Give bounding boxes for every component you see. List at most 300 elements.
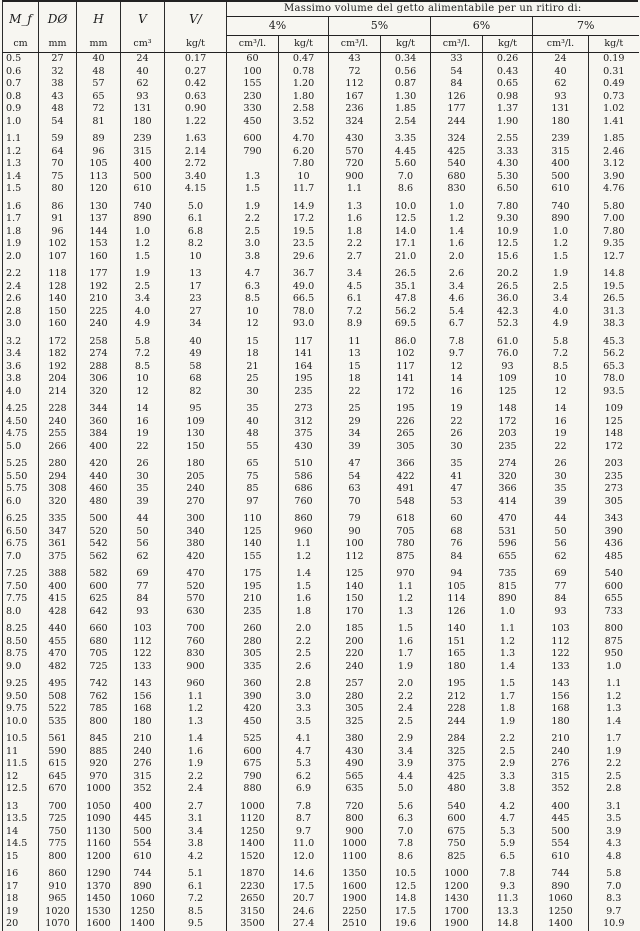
table-cell: 62 [533, 78, 589, 91]
table-cell: 7.8 [483, 863, 533, 881]
table-cell: 168 [533, 703, 589, 716]
table-cell: 2.9 [381, 728, 431, 746]
table-cell: 1.1 [483, 618, 533, 636]
table-row [3, 428, 639, 441]
col-symbol-volume: V [121, 2, 165, 36]
table-cell: 6.3 [381, 813, 431, 826]
table-cell: 970 [381, 563, 431, 581]
table-cell: 5.4 [431, 306, 483, 319]
table-cell: 40 [165, 331, 227, 349]
table-cell: 320 [77, 386, 121, 399]
table-cell: 93 [121, 91, 165, 104]
table-cell: 58 [165, 361, 227, 374]
table-row [3, 91, 639, 104]
table-cell: 343 [589, 508, 639, 526]
table-row [3, 851, 639, 864]
table-cell: 10 [279, 171, 329, 184]
table-cell: 3150 [227, 906, 279, 919]
table-cell: 4.76 [589, 183, 639, 196]
table-cell: 25 [227, 373, 279, 386]
table-cell: 630 [165, 606, 227, 619]
table-cell: 172 [483, 416, 533, 429]
table-cell: 3.3 [483, 771, 533, 784]
table-cell: 19.6 [381, 918, 431, 931]
table-cell: 7.80 [483, 196, 533, 214]
table-cell: 10.9 [589, 918, 639, 931]
table-cell: 1.7 [589, 728, 639, 746]
table-cell: 276 [533, 758, 589, 771]
table-cell: 210 [77, 293, 121, 306]
table-cell: 2250 [329, 906, 381, 919]
table-cell: 430 [279, 441, 329, 454]
table-cell: 565 [329, 771, 381, 784]
table-cell: 600 [227, 128, 279, 146]
table-cell: 192 [39, 361, 77, 374]
table-cell: 112 [329, 78, 381, 91]
table-cell: 79 [329, 508, 381, 526]
table-cell: 305 [589, 496, 639, 509]
table-cell: 180 [121, 716, 165, 729]
table-cell: 62 [533, 551, 589, 564]
table-cell: 12.0 [279, 851, 329, 864]
table-cell: 1020 [39, 906, 77, 919]
table-cell: 93.5 [589, 386, 639, 399]
table-cell: 780 [381, 538, 431, 551]
table-cell: 114 [431, 593, 483, 606]
sub-unit: cm³/l. [329, 36, 381, 53]
table-cell: 12 [431, 361, 483, 374]
table-cell: 143 [121, 673, 165, 691]
table-cell: 4.0 [533, 306, 589, 319]
table-cell: 10 [533, 373, 589, 386]
table-row [3, 703, 639, 716]
table-cell: 143 [533, 673, 589, 691]
table-cell: 14 [431, 373, 483, 386]
table-cell: 75 [227, 471, 279, 484]
table-cell: 35 [533, 483, 589, 496]
table-cell: 2.5 [381, 716, 431, 729]
table-cell: 1.85 [589, 128, 639, 146]
table-cell: 40 [533, 66, 589, 79]
table-cell: 172 [39, 331, 77, 349]
table-cell: 22 [431, 416, 483, 429]
table-cell: 6.0 [3, 496, 39, 509]
table-cell: 42.3 [483, 306, 533, 319]
table-cell: 596 [483, 538, 533, 551]
table-cell: 1.3 [381, 606, 431, 619]
table-row [3, 881, 639, 894]
table-cell: 4.7 [483, 813, 533, 826]
table-cell: 1.9 [381, 661, 431, 674]
table-cell: 720 [329, 158, 381, 171]
table-cell: 4.9 [533, 318, 589, 331]
table-cell: 720 [329, 796, 381, 814]
table-cell: 7.00 [589, 213, 639, 226]
table-cell: 26 [121, 453, 165, 471]
table-cell: 27 [165, 306, 227, 319]
table-cell: 1.9 [3, 238, 39, 251]
table-cell: 11.7 [279, 183, 329, 196]
table-cell: 430 [329, 128, 381, 146]
table-cell: 1120 [227, 813, 279, 826]
table-cell: 675 [227, 758, 279, 771]
table-cell: 910 [39, 881, 77, 894]
table-row [3, 551, 639, 564]
table-cell: 1000 [329, 838, 381, 851]
table-cell: 56.2 [381, 306, 431, 319]
table-cell: 9.7 [431, 348, 483, 361]
table-cell: 970 [77, 771, 121, 784]
table-cell: 1.2 [3, 146, 39, 159]
table-cell: 24 [533, 53, 589, 66]
table-cell: 2.5 [483, 746, 533, 759]
table-cell: 118 [39, 263, 77, 281]
table-cell: 84 [431, 551, 483, 564]
sub-unit: kg/t [589, 36, 639, 53]
table-cell: 12 [121, 386, 165, 399]
table-row [3, 526, 639, 539]
table-cell: 30 [431, 441, 483, 454]
table-cell: 167 [329, 91, 381, 104]
table-cell: 800 [77, 716, 121, 729]
table-cell: 10 [227, 306, 279, 319]
table-cell: 2.2 [483, 728, 533, 746]
table-cell: 72 [77, 103, 121, 116]
table-cell: 625 [77, 593, 121, 606]
table-cell: 1.9 [533, 263, 589, 281]
table-cell: 180 [533, 116, 589, 129]
table-cell: 6.8 [165, 226, 227, 239]
table-cell: 86.0 [381, 331, 431, 349]
table-cell: 1.1 [329, 183, 381, 196]
table-cell: 2230 [227, 881, 279, 894]
table-cell: 9.0 [3, 661, 39, 674]
table-row [3, 691, 639, 704]
table-cell: 548 [381, 496, 431, 509]
table-cell: 212 [431, 691, 483, 704]
table-cell: 2.14 [165, 146, 227, 159]
table-cell: 7.2 [533, 348, 589, 361]
table-cell: 1200 [431, 881, 483, 894]
table-cell: 610 [533, 183, 589, 196]
table-cell: 84 [121, 593, 165, 606]
table-cell: 284 [431, 728, 483, 746]
table-row [3, 918, 639, 931]
table-cell: 109 [589, 398, 639, 416]
table-cell: 750 [39, 826, 77, 839]
table-cell: 875 [381, 551, 431, 564]
table-cell: 3.4 [431, 281, 483, 294]
table-cell: 880 [227, 783, 279, 796]
table-cell: 94 [431, 563, 483, 581]
table-cell: 500 [121, 171, 165, 184]
table-cell: 3.2 [3, 331, 39, 349]
table-cell: 18 [3, 893, 39, 906]
table-cell: 273 [589, 483, 639, 496]
table-cell: 2.46 [589, 146, 639, 159]
table-cell: 1.7 [483, 691, 533, 704]
table-cell: 148 [589, 428, 639, 441]
table-cell: 6.1 [165, 881, 227, 894]
table-cell: 554 [533, 838, 589, 851]
table-cell: 2.0 [431, 251, 483, 264]
table-cell: 1.2 [381, 593, 431, 606]
table-cell: 2.0 [3, 251, 39, 264]
table-cell: 19 [121, 428, 165, 441]
table-row [3, 783, 639, 796]
table-cell: 110 [227, 508, 279, 526]
table-row [3, 213, 639, 226]
table-cell: 53 [431, 496, 483, 509]
table-cell: 30 [227, 386, 279, 399]
table-cell: 790 [227, 146, 279, 159]
table-cell: 725 [77, 661, 121, 674]
table-cell: 400 [121, 796, 165, 814]
table-cell: 266 [39, 441, 77, 454]
table-cell: 225 [77, 306, 121, 319]
table-cell: 670 [39, 783, 77, 796]
table-cell: 226 [381, 416, 431, 429]
table-cell: 172 [589, 441, 639, 454]
table-row [3, 771, 639, 784]
table-cell: 76.0 [483, 348, 533, 361]
percent-7: 7% [533, 17, 639, 36]
table-cell: 6.2 [279, 771, 329, 784]
table-cell: 33 [431, 53, 483, 66]
table-cell: 244 [431, 116, 483, 129]
table-cell: 7.25 [3, 563, 39, 581]
table-cell: 120 [77, 183, 121, 196]
table-cell: 1.3 [165, 716, 227, 729]
table-cell: 1290 [77, 863, 121, 881]
table-cell: 4.75 [3, 428, 39, 441]
table-cell: 1.90 [483, 116, 533, 129]
table-cell: 1.02 [589, 103, 639, 116]
table-body [3, 53, 639, 931]
table-cell: 1.2 [431, 213, 483, 226]
table-cell: 0.47 [279, 53, 329, 66]
col-symbol-weight: V/ [165, 2, 227, 36]
table-cell: 1.0 [589, 661, 639, 674]
table-cell: 2.0 [279, 618, 329, 636]
table-cell: 531 [483, 526, 533, 539]
table-cell: 6.75 [3, 538, 39, 551]
table-cell: 93 [121, 606, 165, 619]
table-cell: 65.3 [589, 361, 639, 374]
table-cell: 17 [3, 881, 39, 894]
table-cell: 425 [431, 146, 483, 159]
table-cell: 18 [227, 348, 279, 361]
table-cell: 733 [589, 606, 639, 619]
table-cell: 600 [227, 746, 279, 759]
table-cell: 1600 [77, 918, 121, 931]
table-cell: 1.0 [431, 196, 483, 214]
table-cell: 220 [329, 648, 381, 661]
table-cell: 2.4 [381, 703, 431, 716]
table-cell: 5.25 [3, 453, 39, 471]
table-row [3, 348, 639, 361]
table-cell: 17.1 [381, 238, 431, 251]
table-cell: 3500 [227, 918, 279, 931]
table-cell: 490 [329, 758, 381, 771]
table-cell: 160 [39, 318, 77, 331]
table-cell: 1.2 [483, 636, 533, 649]
table-row [3, 416, 639, 429]
table-cell: 68 [431, 526, 483, 539]
table-cell: 82 [165, 386, 227, 399]
table-cell: 2.2 [589, 758, 639, 771]
table-cell: 750 [431, 838, 483, 851]
table-cell: 610 [533, 851, 589, 864]
table-cell: 204 [39, 373, 77, 386]
table-row [3, 893, 639, 906]
table-cell: 388 [39, 563, 77, 581]
table-cell: 22 [533, 441, 589, 454]
table-cell: 69 [121, 563, 165, 581]
table-cell: 414 [483, 496, 533, 509]
table-row [3, 483, 639, 496]
table-cell: 69 [533, 563, 589, 581]
table-cell: 39 [533, 496, 589, 509]
table-cell: 172 [381, 386, 431, 399]
table-cell: 1130 [77, 826, 121, 839]
table-cell: 56.2 [589, 348, 639, 361]
table-cell: 522 [39, 703, 77, 716]
table-cell: 273 [279, 398, 329, 416]
table-cell: 3.6 [3, 361, 39, 374]
table-cell: 460 [77, 483, 121, 496]
table-cell: 415 [39, 593, 77, 606]
table-cell: 93 [483, 361, 533, 374]
table-cell: 85 [227, 483, 279, 496]
table-cell: 3.9 [381, 758, 431, 771]
table-cell: 7.2 [121, 348, 165, 361]
table-cell: 1160 [77, 838, 121, 851]
table-cell: 3.8 [483, 783, 533, 796]
table-cell: 1200 [77, 851, 121, 864]
table-cell: 1000 [227, 796, 279, 814]
table-cell: 65 [227, 453, 279, 471]
table-cell: 1.7 [381, 648, 431, 661]
table-cell: 93.0 [279, 318, 329, 331]
table-cell: 445 [121, 813, 165, 826]
table-cell: 1.3 [589, 703, 639, 716]
table-cell: 1.6 [431, 238, 483, 251]
table-cell: 3.8 [3, 373, 39, 386]
table-cell: 825 [431, 851, 483, 864]
table-cell: 610 [121, 183, 165, 196]
table-row [3, 146, 639, 159]
table-cell: 305 [329, 703, 381, 716]
table-cell: 47 [329, 453, 381, 471]
table-cell: 2.5 [121, 281, 165, 294]
table-cell: 2.54 [381, 116, 431, 129]
table-cell: 103 [121, 618, 165, 636]
table-cell: 122 [121, 648, 165, 661]
table-cell: 43 [39, 91, 77, 104]
table-cell: 1.3 [3, 158, 39, 171]
table-cell: 126 [431, 606, 483, 619]
table-row [3, 116, 639, 129]
table-cell: 1060 [121, 893, 165, 906]
table-cell: 156 [533, 691, 589, 704]
table-cell: 235 [279, 386, 329, 399]
table-cell: 47 [431, 483, 483, 496]
table-cell: 1.9 [589, 746, 639, 759]
table-cell: 6.3 [227, 281, 279, 294]
table-cell: 14.9 [279, 196, 329, 214]
table-cell: 422 [381, 471, 431, 484]
table-cell: 239 [533, 128, 589, 146]
table-cell: 600 [431, 813, 483, 826]
table-row [3, 673, 639, 691]
table-row [3, 563, 639, 581]
table-cell: 1050 [77, 796, 121, 814]
table-cell: 32 [39, 66, 77, 79]
table-cell: 9.30 [483, 213, 533, 226]
table-row [3, 826, 639, 839]
table-cell: 540 [431, 158, 483, 171]
table-cell: 950 [589, 648, 639, 661]
table-cell: 21.0 [381, 251, 431, 264]
table-cell: 177 [77, 263, 121, 281]
table-cell: 2.5 [589, 771, 639, 784]
table-cell: 610 [121, 851, 165, 864]
table-cell: 744 [533, 863, 589, 881]
table-row [3, 593, 639, 606]
table-cell: 0.87 [381, 78, 431, 91]
table-cell: 62 [121, 551, 165, 564]
table-cell: 2.8 [279, 673, 329, 691]
table-cell: 890 [121, 213, 165, 226]
table-cell: 312 [279, 416, 329, 429]
table-cell: 34 [165, 318, 227, 331]
table-cell: 270 [165, 496, 227, 509]
table-cell: 140 [329, 581, 381, 594]
table-row [3, 318, 639, 331]
table-cell: 2.2 [381, 691, 431, 704]
table-cell: 655 [589, 593, 639, 606]
table-cell: 78.0 [279, 306, 329, 319]
table-cell: 185 [329, 618, 381, 636]
table-cell: 0.34 [381, 53, 431, 66]
table-cell: 324 [329, 116, 381, 129]
table-row [3, 53, 639, 66]
col-unit: mm [39, 36, 77, 53]
table-cell: 235 [227, 606, 279, 619]
table-cell: 2.8 [3, 306, 39, 319]
table-cell: 0.90 [165, 103, 227, 116]
table-cell: 1.9 [121, 263, 165, 281]
table-cell: 8.7 [279, 813, 329, 826]
table-cell: 3.5 [279, 716, 329, 729]
table-cell: 214 [39, 386, 77, 399]
table-cell: 305 [381, 441, 431, 454]
table-cell: 12 [533, 386, 589, 399]
table-cell: 91 [39, 213, 77, 226]
table-cell: 1.5 [279, 581, 329, 594]
table-cell: 1.2 [121, 238, 165, 251]
table-cell: 69.5 [381, 318, 431, 331]
table-cell: 182 [39, 348, 77, 361]
table-cell: 3.90 [589, 171, 639, 184]
table-cell: 1.2 [533, 238, 589, 251]
col-unit: mm [77, 36, 121, 53]
table-row [3, 263, 639, 281]
table-cell: 440 [77, 471, 121, 484]
table-cell: 235 [589, 471, 639, 484]
table-cell: 480 [77, 496, 121, 509]
